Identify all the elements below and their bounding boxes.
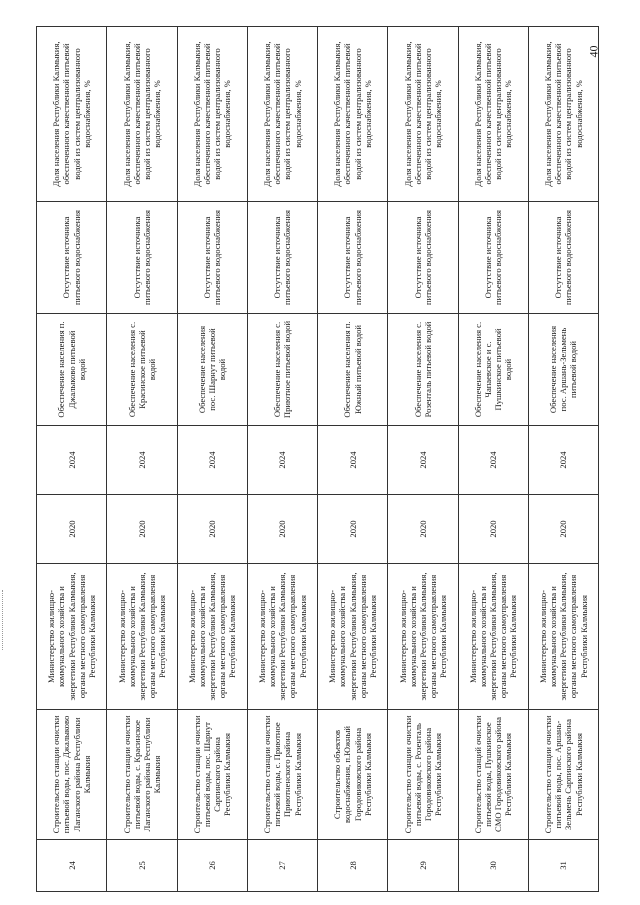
measure-description-cell: Строительство станции очистки питьевой воды, пос. Шарнут Сарпинского района Республики Калмыкия [177, 710, 247, 840]
measure-description-cell: Строительство станции очистки питьевой воды, с. Приютное Приютненского района Республики Калмыкия [247, 710, 317, 840]
measure-description-cell: Строительство станции очистки питьевой воды, с. Розенталь Городовиковского района Республики Калмыкия [388, 710, 458, 840]
problem-description-cell: Отсутствие источника питьевого водоснабжения [247, 202, 317, 314]
target-indicator-cell: Доля населения Республики Калмыкия, обеспеченного качественной питьевой водой из систем централизованного водоснабжения, % [37, 27, 107, 202]
target-indicator-cell: Доля населения Республики Калмыкия, обеспеченного качественной питьевой водой из систем централизованного водоснабжения, % [528, 27, 598, 202]
rotated-table-container [36, 27, 599, 892]
row-number-cell: 24 [37, 840, 107, 892]
problem-description-cell: Отсутствие источника питьевого водоснабжения [37, 202, 107, 314]
problem-description-cell: Отсутствие источника питьевого водоснабжения [528, 202, 598, 314]
problem-description-cell: Отсутствие источника питьевого водоснабжения [388, 202, 458, 314]
expected-result-cell: Обеспечение населения с. Приютное питьевой водой [247, 314, 317, 426]
row-number-cell: 28 [318, 840, 388, 892]
measure-description-cell: Строительство станции очистки питьевой воды, с. Красинское Лаганского района Республики Калмыкия [107, 710, 177, 840]
page-number: 40 [586, 45, 601, 58]
table-row [458, 27, 528, 892]
expected-result-cell: Обеспечение населения п. Джалыково питьевой водой [37, 314, 107, 426]
responsible-executor-cell: Министерство жилищно-коммунального хозяйства и энергетики Республики Калмыкия, органы местного самоуправления Республики Калмыкия [37, 564, 107, 710]
target-indicator-cell: Доля населения Республики Калмыкия, обеспеченного качественной питьевой водой из систем централизованного водоснабжения, % [177, 27, 247, 202]
target-indicator-cell: Доля населения Республики Калмыкия, обеспеченного качественной питьевой водой из систем централизованного водоснабжения, % [247, 27, 317, 202]
target-indicator-cell: Доля населения Республики Калмыкия, обеспеченного качественной питьевой водой из систем централизованного водоснабжения, % [388, 27, 458, 202]
responsible-executor-cell: Министерство жилищно-коммунального хозяйства и энергетики Республики Калмыкия, органы местного самоуправления Республики Калмыкия [388, 564, 458, 710]
row-number-cell: 25 [107, 840, 177, 892]
responsible-executor-cell: Министерство жилищно-коммунального хозяйства и энергетики Республики Калмыкия, органы местного самоуправления Республики Калмыкия [247, 564, 317, 710]
row-number-cell: 31 [528, 840, 598, 892]
start-year-cell: 2020 [177, 495, 247, 564]
start-year-cell: 2020 [528, 495, 598, 564]
measures-table [36, 26, 599, 892]
expected-result-cell: Обеспечение населения с. Чапаевское и с. Пушкинское питьевой водой [458, 314, 528, 426]
problem-description-cell: Отсутствие источника питьевого водоснабжения [458, 202, 528, 314]
target-indicator-cell: Доля населения Республики Калмыкия, обеспеченного качественной питьевой водой из систем централизованного водоснабжения, % [107, 27, 177, 202]
responsible-executor-cell: Министерство жилищно-коммунального хозяйства и энергетики Республики Калмыкия, органы местного самоуправления Республики Калмыкия [528, 564, 598, 710]
table-row [528, 27, 598, 892]
end-year-cell: 2024 [318, 426, 388, 495]
scan-edge-mark [2, 590, 4, 650]
table-row [107, 27, 177, 892]
end-year-cell: 2024 [177, 426, 247, 495]
start-year-cell: 2020 [388, 495, 458, 564]
end-year-cell: 2024 [37, 426, 107, 495]
start-year-cell: 2020 [37, 495, 107, 564]
measure-description-cell: Строительство станции очистки питьевой воды, пос. Аршань-Зельмень Сарпинского района Республики Калмыкия [528, 710, 598, 840]
measure-description-cell: Строительство станции очистки питьевой воды, пос. Джалыково Лаганского района Республики Калмыкия [37, 710, 107, 840]
target-indicator-cell: Доля населения Республики Калмыкия, обеспеченного качественной питьевой водой из систем централизованного водоснабжения, % [458, 27, 528, 202]
expected-result-cell: Обеспечение населения с. Красинское питьевой водой [107, 314, 177, 426]
responsible-executor-cell: Министерство жилищно-коммунального хозяйства и энергетики Республики Калмыкия, органы местного самоуправления Республики Калмыкия [318, 564, 388, 710]
row-number-cell: 30 [458, 840, 528, 892]
problem-description-cell: Отсутствие источника питьевого водоснабжения [177, 202, 247, 314]
end-year-cell: 2024 [528, 426, 598, 495]
row-number-cell: 27 [247, 840, 317, 892]
end-year-cell: 2024 [247, 426, 317, 495]
table-row [318, 27, 388, 892]
expected-result-cell: Обеспечение населения п. Южный питьевой водой [318, 314, 388, 426]
responsible-executor-cell: Министерство жилищно-коммунального хозяйства и энергетики Республики Калмыкия, органы местного самоуправления Республики Калмыкия [458, 564, 528, 710]
expected-result-cell: Обеспечение населения пос. Шарнут питьевой водой [177, 314, 247, 426]
expected-result-cell: Обеспечение населения пос. Аршань-Зельмень питьевой водой [528, 314, 598, 426]
end-year-cell: 2024 [107, 426, 177, 495]
problem-description-cell: Отсутствие источника питьевого водоснабжения [318, 202, 388, 314]
measure-description-cell: Строительство станций очистки питьевой воды, Пушкинское СМО Городовиковского района Республики Калмыкия [458, 710, 528, 840]
start-year-cell: 2020 [107, 495, 177, 564]
row-number-cell: 29 [388, 840, 458, 892]
table-row [177, 27, 247, 892]
expected-result-cell: Обеспечение населения с. Розенталь питьевой водой [388, 314, 458, 426]
measure-description-cell: Строительство объектов водоснабжения, п.Южный Городовиковского района Республики Калмыкия [318, 710, 388, 840]
table-row [37, 27, 107, 892]
start-year-cell: 2020 [247, 495, 317, 564]
responsible-executor-cell: Министерство жилищно-коммунального хозяйства и энергетики Республики Калмыкия, органы местного самоуправления Республики Калмыкия [107, 564, 177, 710]
start-year-cell: 2020 [458, 495, 528, 564]
table-row [247, 27, 317, 892]
responsible-executor-cell: Министерство жилищно-коммунального хозяйства и энергетики Республики Калмыкия, органы местного самоуправления Республики Калмыкия [177, 564, 247, 710]
start-year-cell: 2020 [318, 495, 388, 564]
problem-description-cell: Отсутствие источника питьевого водоснабжения [107, 202, 177, 314]
table-row [388, 27, 458, 892]
target-indicator-cell: Доля населения Республики Калмыкия, обеспеченного качественной питьевой водой из систем централизованного водоснабжения, % [318, 27, 388, 202]
table-body [37, 27, 599, 892]
end-year-cell: 2024 [388, 426, 458, 495]
row-number-cell: 26 [177, 840, 247, 892]
end-year-cell: 2024 [458, 426, 528, 495]
